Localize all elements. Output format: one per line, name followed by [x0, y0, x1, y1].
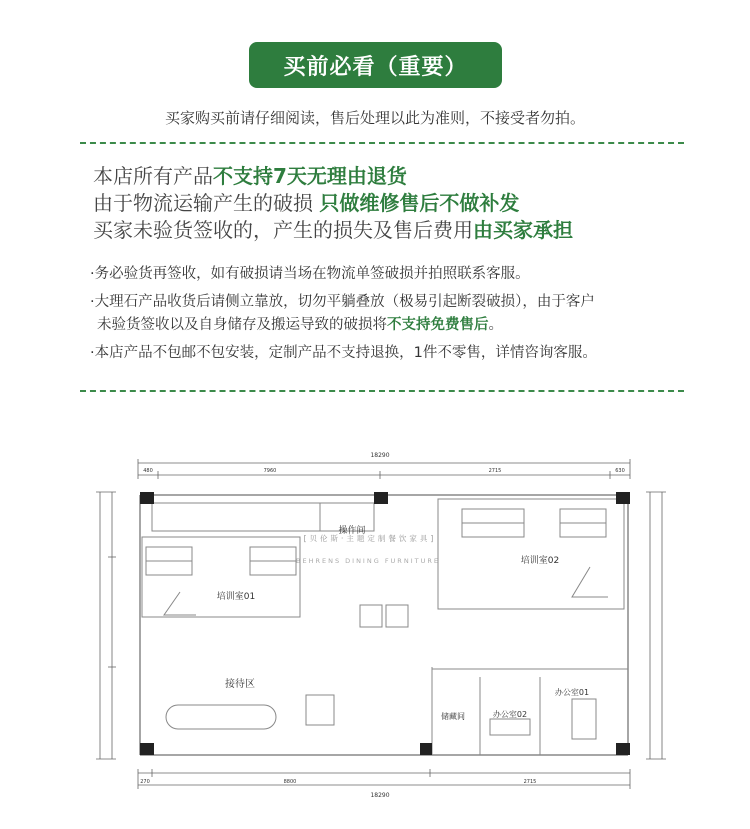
notice-line-2-highlight: 只做维修售后不做补发 — [319, 191, 520, 215]
dim-bottom-1: 270 — [140, 779, 150, 785]
bullet-3-suffix: 。 — [488, 317, 503, 333]
floor-plan — [60, 437, 690, 829]
page-subtitle: 买家购买前请仔细阅读，售后处理以此为准则，不接受者勿拍。 — [164, 109, 585, 127]
dim-bottom-2: 8800 — [283, 779, 297, 785]
room-label-office01: 办公室01 — [554, 688, 590, 697]
room-label-training01: 培训室01 — [216, 592, 256, 602]
notice-line-3-highlight: 由买家承担 — [473, 218, 573, 242]
bullet-3-highlight: 不支持免费售后 — [387, 317, 489, 333]
bullet-2: ·大理石产品收货后请侧立靠放，切勿平躺叠放（极易引起断裂破损），由于客户 — [90, 294, 595, 310]
notice-line-1 — [93, 160, 407, 189]
room-label-storage: 储藏间 — [441, 712, 465, 721]
dim-bottom-3: 2715 — [523, 779, 537, 785]
dim-top-1: 480 — [143, 468, 153, 474]
dim-total-bottom: 18290 — [370, 792, 390, 799]
dim-top-3: 2715 — [488, 468, 502, 474]
watermark-cn: [贝伦斯·主题定制餐饮家具] — [303, 534, 437, 543]
notice-line-2-text: 由于物流运输产生的破损 — [93, 191, 313, 215]
watermark-en: BEHRENS DINING FURNITURE — [296, 557, 440, 565]
notice-line-1-highlight: 不支持7天无理由退货 — [213, 164, 407, 188]
notice-line-3 — [93, 214, 573, 243]
dim-top-4: 630 — [615, 468, 625, 474]
room-label-office02: 办公室02 — [492, 710, 528, 719]
divider-bottom — [80, 390, 684, 392]
bullet-3-text: 未验货签收以及自身储存及搬运导致的破损将 — [97, 317, 387, 333]
room-label-operation: 操作间 — [338, 526, 366, 536]
room-label-reception: 接待区 — [225, 679, 255, 690]
bullet-3 — [97, 313, 503, 334]
notice-line-3-text: 买家未验货签收的，产生的损失及售后费用 — [93, 218, 473, 242]
notice-line-1-text: 本店所有产品 — [93, 164, 213, 188]
notice-line-2 — [93, 187, 519, 216]
page-title: 买前必看（重要） — [249, 42, 502, 88]
dim-top-2: 7960 — [263, 468, 277, 474]
bullet-1: ·务必验货再签收，如有破损请当场在物流单签破损并拍照联系客服。 — [90, 266, 530, 282]
dim-total-top: 18290 — [370, 452, 390, 459]
divider-top — [80, 142, 684, 144]
bullet-4: ·本店产品不包邮不包安装，定制产品不支持退换，1件不零售，详情咨询客服。 — [90, 345, 597, 361]
room-label-training02: 培训室02 — [520, 556, 560, 566]
